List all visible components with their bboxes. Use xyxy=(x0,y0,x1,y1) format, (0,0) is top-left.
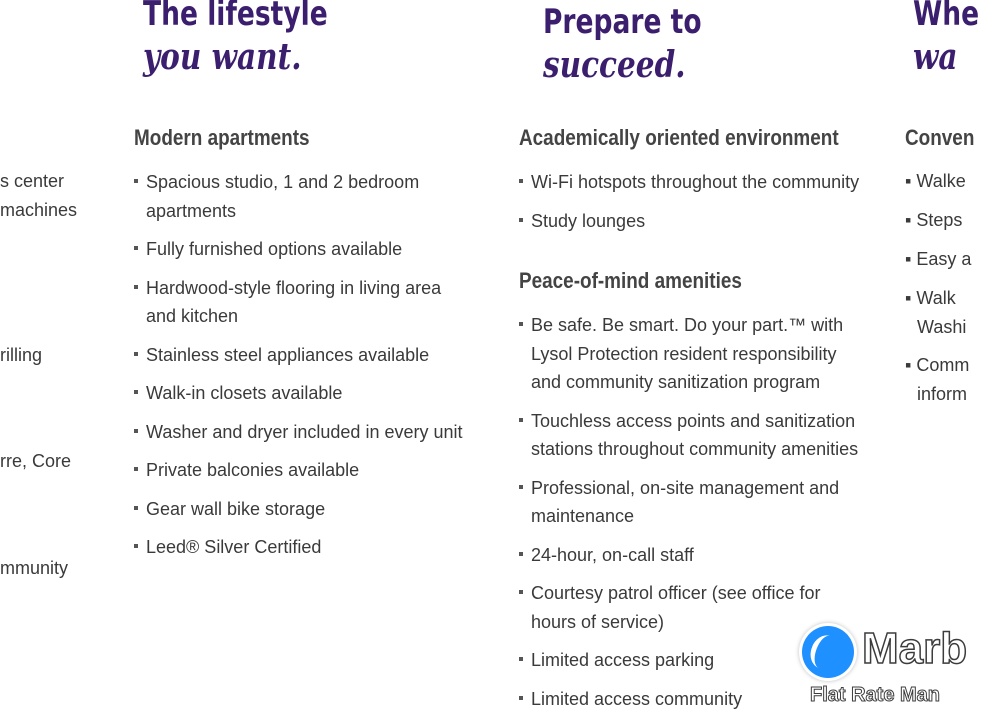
heading-line-2: wa xyxy=(913,36,958,78)
heading-line-1: Prepare to xyxy=(543,2,702,42)
fragment-text: s center xyxy=(0,171,65,191)
lifestyle-heading xyxy=(143,0,380,78)
list-item: Spacious studio, 1 and 2 bedroom apartments xyxy=(134,168,474,225)
watermark-name: Marb xyxy=(862,624,968,673)
bullet-fragment: ▪ Walke xyxy=(905,171,966,191)
list-item: Be safe. Be smart. Do your part.™ with Lysol Protection resident responsibility and community sanitization program xyxy=(519,311,864,397)
bullet-fragment: inform xyxy=(917,384,968,404)
list-item: 24-hour, on-call staff xyxy=(519,541,864,570)
list-item: Hardwood-style flooring in living area and kitchen xyxy=(134,274,474,331)
fragment-text: rre, Core xyxy=(0,451,72,471)
list-item: Private balconies available xyxy=(134,456,474,485)
list-item: Leed® Silver Certified xyxy=(134,533,474,562)
list-item: Courtesy patrol officer (see office for hours of service) xyxy=(519,579,864,636)
heading-line-2: succeed. xyxy=(543,44,686,86)
list-item: Fully furnished options available xyxy=(134,235,474,264)
heading-line-2: you want. xyxy=(143,36,302,78)
list-item: Wi-Fi hotspots throughout the community xyxy=(519,168,864,197)
list-item: Study lounges xyxy=(519,207,864,236)
modern-apartments-list xyxy=(134,168,474,572)
fragment-text: mmunity xyxy=(0,558,69,578)
list-item: Limited access community xyxy=(519,685,864,714)
fragment-text: machines xyxy=(0,200,78,220)
fragment-text: rilling xyxy=(0,345,43,365)
list-item: Stainless steel appliances available xyxy=(134,341,474,370)
academic-list xyxy=(519,168,864,245)
convenience-column xyxy=(905,0,980,720)
section-title-modern-apartments: Modern apartments xyxy=(134,125,310,150)
succeed-heading xyxy=(543,2,746,86)
convenience-heading xyxy=(913,0,998,78)
watermark-logo xyxy=(802,624,968,720)
list-item: Professional, on-site management and maintenance xyxy=(519,474,864,531)
section-title-academic: Academically oriented environment xyxy=(519,125,839,150)
list-item: Limited access parking xyxy=(519,646,864,675)
section-title-peace-of-mind: Peace-of-mind amenities xyxy=(519,268,742,293)
list-item: Walk-in closets available xyxy=(134,379,474,408)
list-item: Gear wall bike storage xyxy=(134,495,474,524)
bullet-fragment: ▪ Walk xyxy=(905,288,956,308)
section-title-convenience: Conven xyxy=(905,125,975,150)
bullet-fragment: Washi xyxy=(917,317,967,337)
bullet-fragment: ▪ Easy a xyxy=(905,249,972,269)
heading-line-1: The lifestyle xyxy=(143,0,328,34)
logo-circle-icon xyxy=(802,626,854,678)
list-item: Touchless access points and sanitization stations throughout community amenities xyxy=(519,407,864,464)
list-item: Washer and dryer included in every unit xyxy=(134,418,474,447)
heading-line-1: Whe xyxy=(913,0,980,34)
watermark-tagline: Flat Rate Man xyxy=(810,684,941,706)
bullet-fragment: ▪ Steps xyxy=(905,210,963,230)
bullet-fragment: ▪ Comm xyxy=(905,355,970,375)
